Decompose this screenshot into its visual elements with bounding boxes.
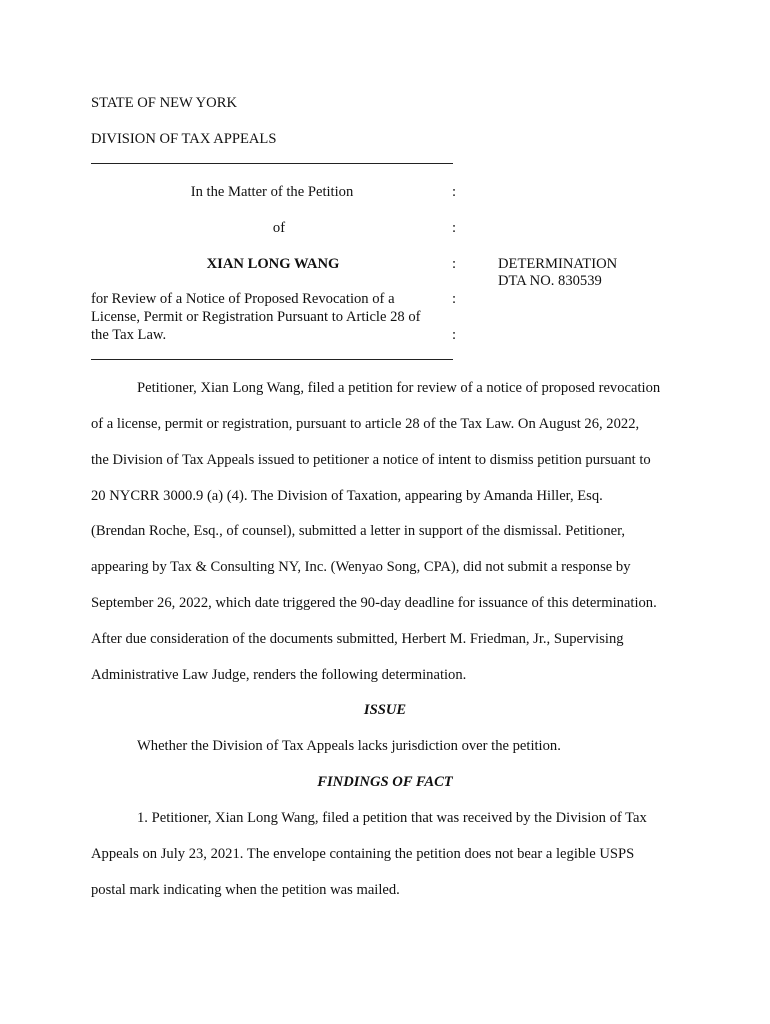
finding-line: Appeals on July 23, 2021. The envelope containing the petition does not bear a legible USPS	[91, 846, 635, 862]
dta-number: DTA NO. 830539	[498, 273, 602, 289]
caption-bottom-rule	[91, 359, 453, 360]
intro-line: (Brendan Roche, Esq., of counsel), submitted a letter in support of the dismissal. Petitioner,	[91, 523, 626, 539]
findings-heading: FINDINGS OF FACT	[317, 774, 453, 790]
finding-line: postal mark indicating when the petition was mailed.	[91, 882, 400, 898]
intro-line: Administrative Law Judge, renders the following determination.	[91, 667, 467, 683]
review-line: the Tax Law.	[91, 327, 167, 343]
review-line: License, Permit or Registration Pursuant to Article 28 of	[91, 309, 421, 325]
caption-colon: :	[452, 184, 457, 200]
intro-line: appearing by Tax & Consulting NY, Inc. (Wenyao Song, CPA), did not submit a response by	[91, 559, 631, 575]
intro-line: Petitioner, Xian Long Wang, filed a petition for review of a notice of proposed revocation	[137, 380, 661, 396]
intro-line: September 26, 2022, which date triggered the 90-day deadline for issuance of this determination.	[91, 595, 657, 611]
caption-colon: :	[452, 327, 457, 343]
caption-colon: :	[452, 291, 457, 307]
caption-colon: :	[452, 220, 457, 236]
determination-label: DETERMINATION	[498, 256, 618, 272]
issue-heading: ISSUE	[363, 702, 407, 718]
review-line: for Review of a Notice of Proposed Revocation of a	[91, 291, 395, 307]
division-heading: DIVISION OF TAX APPEALS	[91, 131, 277, 147]
intro-line: of a license, permit or registration, pursuant to article 28 of the Tax Law. On August 26, 2022,	[91, 416, 640, 432]
intro-line: 20 NYCRR 3000.9 (a) (4). The Division of Taxation, appearing by Amanda Hiller, Esq.	[91, 488, 603, 504]
issue-text: Whether the Division of Tax Appeals lacks jurisdiction over the petition.	[137, 738, 561, 754]
petitioner-name: XIAN LONG WANG	[206, 256, 340, 272]
matter-line: In the Matter of the Petition	[190, 184, 354, 200]
of-line: of	[272, 220, 286, 236]
intro-line: After due consideration of the documents submitted, Herbert M. Friedman, Jr., Supervising	[91, 631, 624, 647]
state-heading: STATE OF NEW YORK	[91, 95, 237, 111]
caption-colon: :	[452, 256, 457, 272]
finding-line: 1. Petitioner, Xian Long Wang, filed a petition that was received by the Division of Tax	[137, 810, 647, 826]
caption-top-rule	[91, 163, 453, 164]
intro-line: the Division of Tax Appeals issued to petitioner a notice of intent to dismiss petition pursuant to	[91, 452, 651, 468]
